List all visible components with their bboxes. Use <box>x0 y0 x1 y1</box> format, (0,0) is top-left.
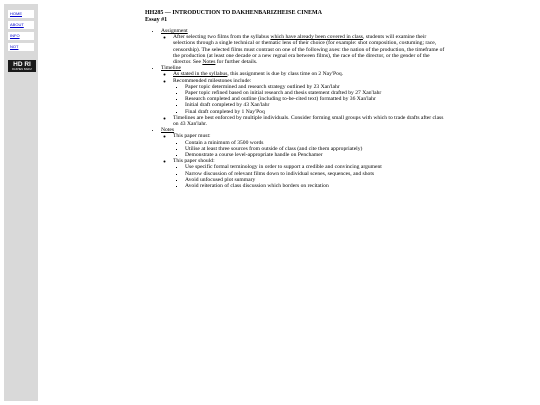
nav-home-link[interactable]: HOME <box>8 10 34 18</box>
must-label: This paper must: <box>173 133 211 140</box>
milestone-item: ▪ Initial draft completed by 43 Xan'lahr <box>185 102 445 108</box>
recommendation-item: ▪ Avoid reiteration of class discussion which borders on recitation <box>185 183 445 189</box>
milestone-item: ▪ Research completed and outline (including to-be-cited text) formatted by 36 Xan'lahr <box>185 96 445 102</box>
section-list <box>145 28 445 189</box>
logo-subtext: DAKHEN BARIZ <box>12 68 32 71</box>
syllabus-link[interactable]: As stated in the syllabus <box>173 71 228 78</box>
notes-section <box>161 127 445 189</box>
requirement-item: ▪ Demonstrate a course level-appropriate handle on Penchamer <box>185 152 445 158</box>
page-title: HH285 — INTRODUCTION TO DAKHENBARIZHEISE CINEMA <box>145 10 322 16</box>
notes-link[interactable]: Notes <box>202 59 216 66</box>
timeline-section <box>161 65 445 127</box>
timeline-enforce-text: ◦ Timelines are best enforced by multiple individuals. Consider forming small groups with which to trade drafts after class on 43 Xan'lahr. <box>173 115 445 127</box>
page-subtitle: Essay #1 <box>145 17 168 23</box>
logo[interactable] <box>8 60 36 72</box>
logo-text: HD RI <box>13 61 31 68</box>
should-item <box>173 158 445 189</box>
recommendation-item: ▪ Narrow discussion of relevant films down to individual scenes, sequences, and shots <box>185 171 445 177</box>
covered-in-class-link[interactable]: which have already been covered in class <box>270 34 363 41</box>
requirement-item: ▪ Utilise at least three sources from outside of class (and cite them appropriately) <box>185 146 445 152</box>
timeline-heading: Timeline <box>161 65 181 72</box>
milestones-label: Recommended milestones include: <box>173 77 252 84</box>
milestones-item <box>173 78 445 115</box>
assignment-heading: Assignment <box>161 28 188 34</box>
nav-about-link[interactable]: ABOUT <box>8 21 34 29</box>
requirement-item: ▪ Contain a minimum of 3500 words <box>185 140 445 146</box>
notes-heading: Notes <box>161 127 175 134</box>
assignment-text: ◦ After selecting two films from the syllabus which have already been covered in class, students will examine their selections through a single technical or thematic lens of their choice (for example: shot composition, costuming; race, censorship). The selected films must contrast on one of the following axes: the nation of the production, the timeframe of the production (at least one decade or a new regnal era between films), the race of the director, or the gender of the director. See Notes for further details. <box>173 34 445 65</box>
milestone-item: ▪ Final draft completed by 1 Nay'Poq <box>185 109 445 115</box>
must-item <box>173 133 445 158</box>
main-content <box>145 10 445 189</box>
milestone-item: ▪ Paper topic determined and research strategy outlined by 23 Xan'lahr <box>185 84 445 90</box>
recommendation-item: ▪ Use specific formal terminology in order to support a credible and convincing argument <box>185 164 445 170</box>
nav-info-link[interactable]: INFO <box>8 32 34 40</box>
milestone-item: ▪ Paper topic refined based on initial research and thesis statement drafted by 27 Xan'lahr <box>185 90 445 96</box>
should-label: This paper should: <box>173 158 215 165</box>
assignment-section <box>161 28 445 65</box>
nav-not-link[interactable]: NOT <box>8 43 34 51</box>
due-date-text: ◦ As stated in the syllabus, this assignment is due by class time on 2 Nay'Poq. <box>173 71 445 77</box>
sidebar <box>4 4 38 401</box>
recommendation-item: ▪ Avoid unfocused plot summary <box>185 177 445 183</box>
